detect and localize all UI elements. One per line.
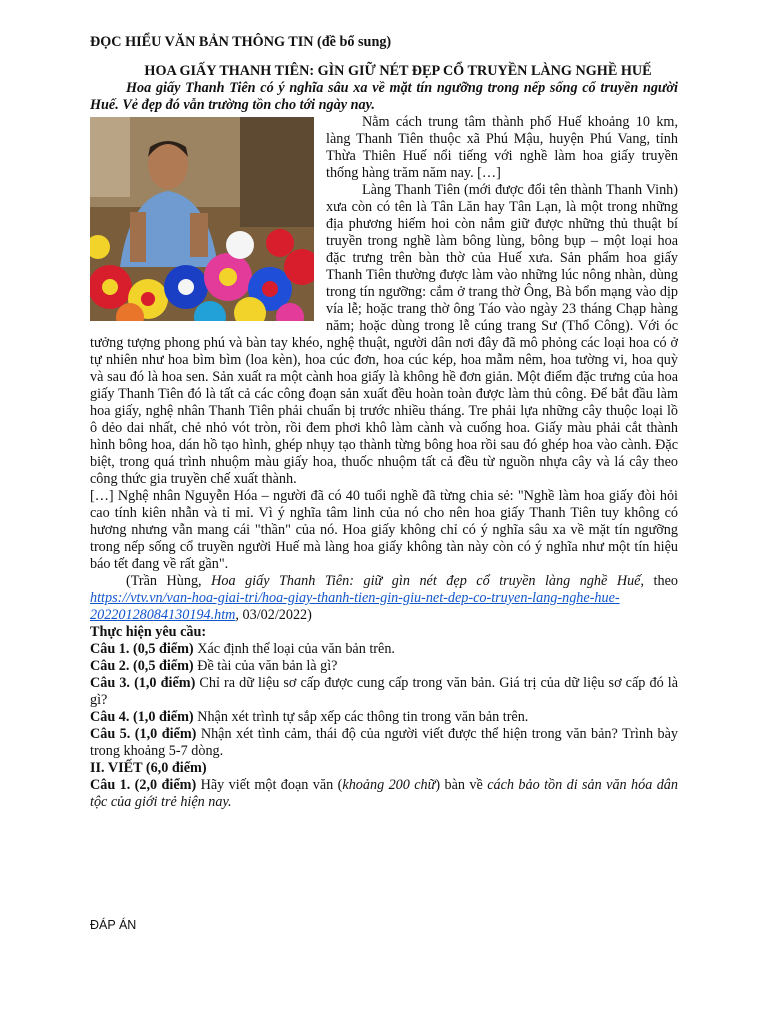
question-1-label: Câu 1. (0,5 điểm) bbox=[90, 641, 194, 657]
question-3-text: Chỉ ra dữ liệu sơ cấp được cung cấp trong văn bản. Giá trị của dữ liệu sơ cấp đó là gì? bbox=[90, 675, 678, 708]
question-2-label: Câu 2. (0,5 điểm) bbox=[90, 658, 194, 674]
article-source bbox=[90, 573, 678, 624]
question-3 bbox=[90, 675, 678, 709]
question-2 bbox=[90, 658, 678, 675]
question-3-label: Câu 3. (1,0 điểm) bbox=[90, 675, 196, 691]
source-link[interactable]: https://vtv.vn/van-hoa-giai-tri/hoa-giay-thanh-tien-gin-giu-net-dep-co-truyen-lang-nghe-hue-20220128084130194.htm bbox=[90, 590, 620, 623]
writing-question-1-label: Câu 1. (2,0 điểm) bbox=[90, 777, 197, 793]
source-work-title: Hoa giấy Thanh Tiên: giữ gìn nét đẹp cổ truyền làng nghề Huế bbox=[211, 573, 641, 589]
answer-label: ĐÁP ÁN bbox=[90, 918, 137, 932]
article-paragraph-3: […] Nghệ nhân Nguyễn Hóa – người đã có 40 tuổi nghề đã từng chia sẻ: "Nghề làm hoa giấy đòi hỏi cao tính kiên nhẫn và tỉ mỉ. Vì ý nghĩa tâm linh của nó cho nên hoa giấy Thanh Tiên tuy không có hương nhưng vẫn mang cái "thần" của nó. Hoa giấy không chỉ có ý nghĩa sâu xa về mặt tín ngưỡng trong nếp sống cổ truyền người Huế mà làng hoa giấy không tàn này còn có ý nghĩa như một tín hiệu báo tết đang về rất gần". bbox=[90, 488, 678, 572]
source-date: , 03/02/2022) bbox=[235, 607, 312, 623]
question-4-label: Câu 4. (1,0 điểm) bbox=[90, 709, 194, 725]
question-5-label: Câu 5. (1,0 điểm) bbox=[90, 726, 197, 742]
question-5 bbox=[90, 726, 678, 760]
artisan-photo bbox=[90, 117, 314, 321]
writing-question-1-text-a: Hãy viết một đoạn văn ( bbox=[196, 777, 343, 793]
artisan-photo-illustration bbox=[90, 117, 314, 321]
article-paragraph-1: Nằm cách trung tâm thành phố Huế khoảng 10 km, làng Thanh Tiên thuộc xã Phú Mậu, huyện Phú Vang, tỉnh Thừa Thiên Huế nổi tiếng với nghề làm hoa giấy truyền thống hàng trăm năm nay. […] bbox=[326, 114, 678, 181]
source-author: (Trần Hùng, bbox=[126, 573, 212, 589]
writing-section-heading: II. VIẾT (6,0 điểm) bbox=[90, 760, 207, 776]
document-page bbox=[90, 34, 678, 811]
writing-question-1 bbox=[90, 777, 678, 811]
article-paragraph-2: Làng Thanh Tiên (mới được đổi tên thành Thanh Vinh) xưa còn có tên là Tân Lăn hay Tân Lạn, là một trong những địa phương hiếm hoi còn nắm giữ được những thủ thuật bí truyền trong nghề làm bông lùng, bông bụp – một loại hoa đặc trưng trên bàn thờ của Huế xưa. Sản phẩm hoa giấy Thanh Tiên thường được làm vào những lúc nông nhàn, dùng trong tín ngưỡng: cắm ở trang thờ Ông, Bà bổn mạng vào dịp vía lễ; hoặc trang thờ ông Táo vào ngày 23 tháng Chạp hàng năm; hoặc dùng trong lễ cúng trang Sư (Thổ Công). Với óc tưởng tượng phong phú và bàn tay khéo, nghệ thuật, người dân nơi đây đã mô phỏng các loại hoa có ở tự nhiên như hoa bìm bìm (loa kèn), hoa cúc đơn, hoa cúc kép, hoa mẫm nêm, hoa tường vi, hoa quỳ và sau đó là hoa sen. Sản xuất ra một cành hoa giấy là không hề đơn giản. Một điểm đặc trưng của hoa giấy Thanh Tiên đó là tất cả các công đoạn sản xuất đều hoàn toàn được làm thủ công. Để bắt đầu làm hoa giấy, nghệ nhân Thanh Tiên phải chuẩn bị trước nhiều tháng. Tre phải lựa những cây thuộc loại lồ ô dẻo dai nhất, chẻ nhỏ vót tròn, rồi đem phơi khô làm cành và cuống hoa. Giấy màu phải cắt thành hình bông hoa, dán hồ tạo hình, ghép nhụy tạo thành từng bông hoa rồi sau đó ghép hoa vào cành. Đặc biệt, trong quá trình nhuộm màu giấy hoa, thuốc nhuộm tất cả đều từ nguồn nhựa cây và lá cây theo công thức gia truyền chế xuất thành. bbox=[90, 182, 678, 487]
question-1 bbox=[90, 641, 678, 658]
writing-question-1-topic: cách bảo tồn di sản văn hóa dân tộc của giới trẻ hiện nay. bbox=[90, 777, 678, 810]
question-2-text: Đề tài của văn bản là gì? bbox=[193, 658, 338, 674]
source-mid: , theo bbox=[640, 573, 678, 589]
question-4-text: Nhận xét trình tự sắp xếp các thông tin trong văn bản trên. bbox=[193, 709, 529, 725]
writing-question-1-length: khoảng 200 chữ bbox=[342, 777, 436, 793]
question-4 bbox=[90, 709, 678, 726]
article-title: HOA GIẤY THANH TIÊN: GÌN GIỮ NÉT ĐẸP CỔ TRUYỀN LÀNG NGHỀ HUẾ bbox=[144, 63, 652, 79]
section-heading: ĐỌC HIỂU VĂN BẢN THÔNG TIN (đề bổ sung) bbox=[90, 34, 392, 50]
writing-question-1-text-b: ) bàn về bbox=[435, 777, 488, 793]
article-lead: Hoa giấy Thanh Tiên có ý nghĩa sâu xa về mặt tín ngưỡng trong nếp sống cổ truyền người Huế. Vẻ đẹp đó vẫn trường tồn cho tới ngày nay. bbox=[90, 80, 678, 113]
question-5-text: Nhận xét tình cảm, thái độ của người viết được thể hiện trong văn bản? Trình bày trong khoảng 5-7 dòng. bbox=[90, 726, 678, 759]
tasks-label: Thực hiện yêu cầu: bbox=[90, 624, 207, 640]
question-1-text: Xác định thể loại của văn bản trên. bbox=[193, 641, 395, 657]
